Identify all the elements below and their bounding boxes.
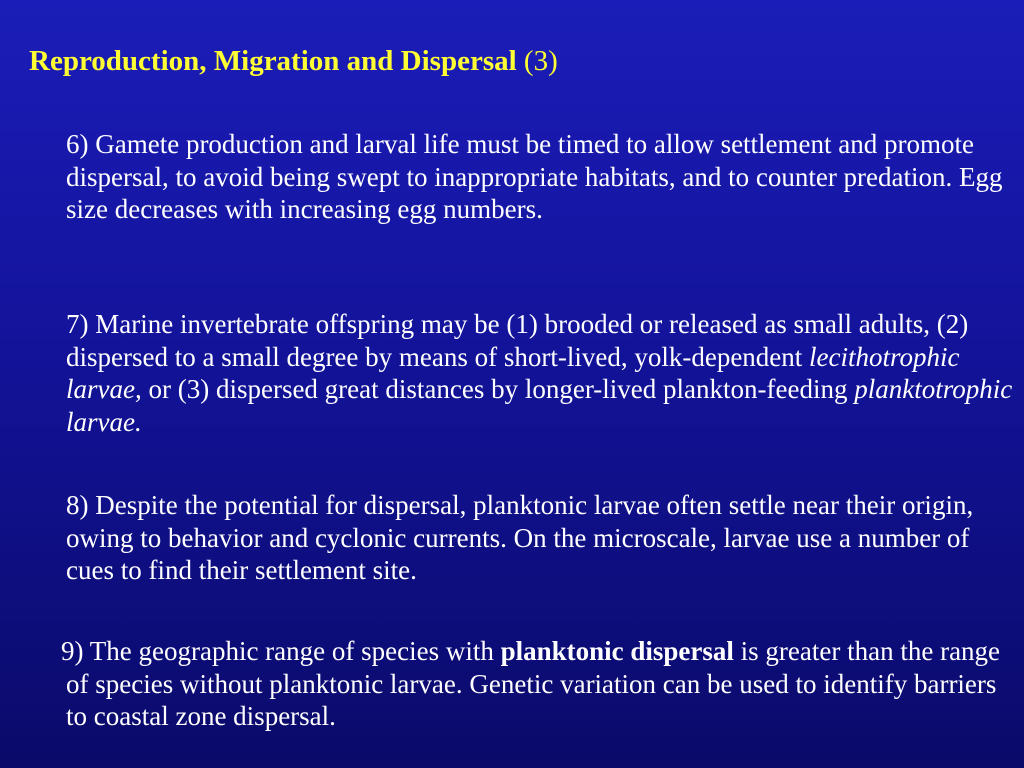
point-7 xyxy=(66,308,1016,438)
point-8-text: 8) Despite the potential for dispersal, planktonic larvae often settle near their origin, owing to behavior and cyclonic currents. On the microscale, larvae use a number of cues to find their settlement site. xyxy=(66,490,974,585)
point-9-bold-planktonic-dispersal: planktonic dispersal xyxy=(500,636,734,666)
point-6-text: 6) Gamete production and larval life must be timed to allow settlement and promote dispersal, to avoid being swept to inappropriate habitats, and to counter predation. Egg size decreases with increasing egg numbers. xyxy=(66,129,1003,224)
slide-title-main: Reproduction, Migration and Dispersal xyxy=(29,45,517,77)
slide-title xyxy=(29,44,558,78)
point-9-text-part2: is greater than the range of species without planktonic larvae. Genetic variation can be used to identify barriers to coastal zone dispersal. xyxy=(66,636,1001,731)
point-7-italic-planktotrophic: planktotrophic larvae. xyxy=(66,374,1013,437)
point-7-text-part1: 7) Marine invertebrate offspring may be (1) brooded or released as small adults, (2) dispersed to a small degree by means of short-lived, yolk-dependent xyxy=(66,309,969,372)
point-7-italic-lecithotrophic: lecithotrophic larvae, xyxy=(66,341,960,404)
point-9 xyxy=(61,635,1016,733)
point-6 xyxy=(66,128,1016,226)
point-9-text-part1: 9) The geographic range of species with xyxy=(61,636,501,666)
slide-title-suffix: (3) xyxy=(516,45,558,77)
point-8 xyxy=(66,489,1016,587)
point-7-text-part2: or (3) dispersed great distances by longer-lived plankton-feeding xyxy=(141,374,855,404)
